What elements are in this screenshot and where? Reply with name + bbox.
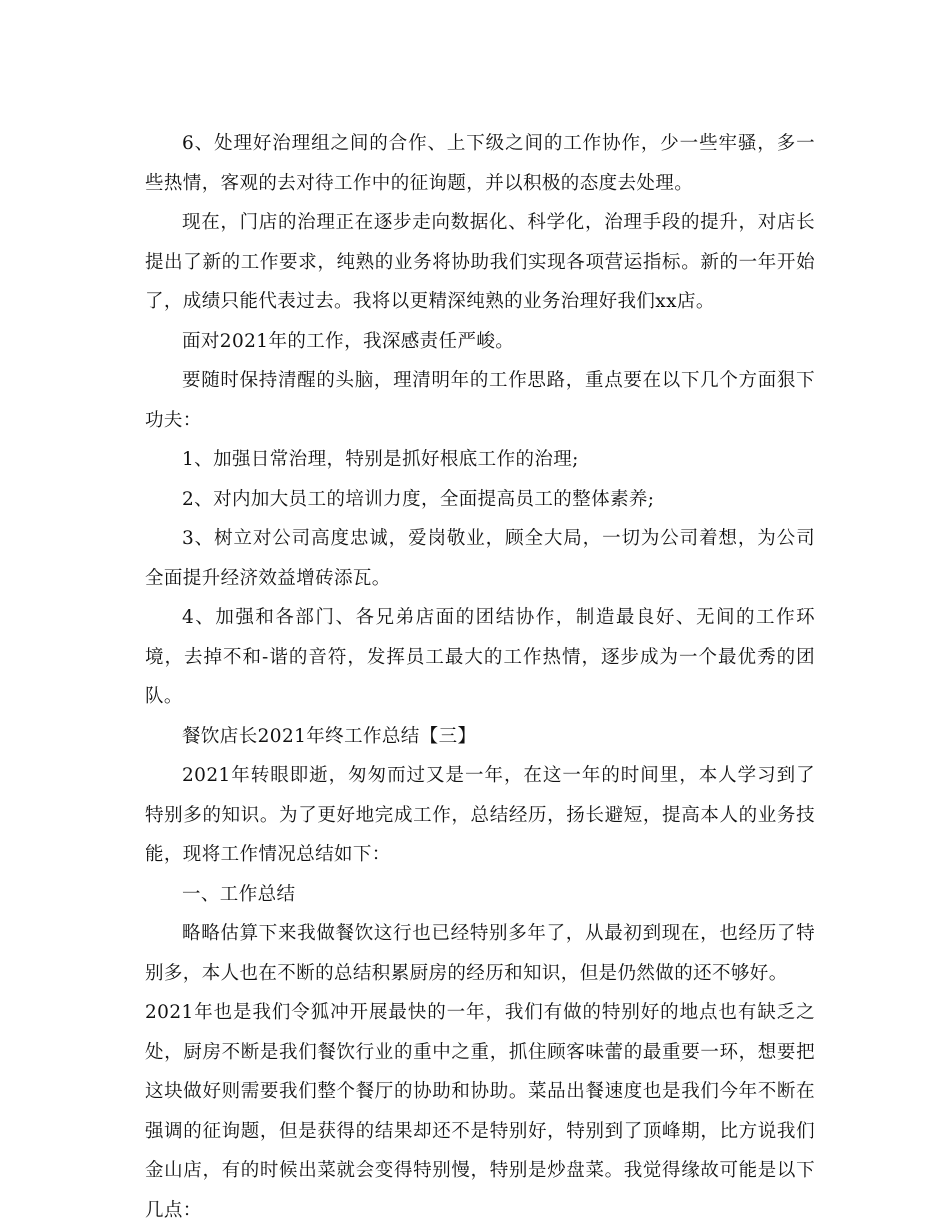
paragraph-intro: 2021年转眼即逝，匆匆而过又是一年，在这一年的时间里，本人学习到了特别多的知识。为了更好地完成工作，总结经历，扬长避短，提高本人的业务技能，现将工作情况总结如下： — [145, 765, 815, 865]
paragraph-kitchen: 2021年也是我们令狐冲开展最快的一年，我们有做的特别好的地点也有缺乏之处，厨房不断是我们餐饮行业的重中之重，抓住顾客味蕾的最重要一环，想要把这块做好则需要我们整个餐厅的协助和协助。菜品出餐速度也是我们今年不断在强调的征询题，但是获得的结果却还不是特别好，特别到了顶峰期，比方说我们金山店，有的时候出菜就会变得特别慢，特别是炒盘菜。我觉得缘故可能是以下几点： — [145, 1002, 815, 1221]
list-item-4: 4、加强和各部门、各兄弟店面的团结协作，制造最良好、无间的工作环境，去掉不和-谐的音符，发挥员工最大的工作热情，逐步成为一个最优秀的团队。 — [145, 607, 815, 707]
section-heading: 餐饮店长2021年终工作总结【三】 — [182, 725, 477, 747]
paragraph-work-focus: 要随时保持清醒的头脑，理清明年的工作思路，重点要在以下几个方面狠下功夫： — [145, 370, 815, 431]
paragraph-responsibility: 面对2021年的工作，我深感责任严峻。 — [182, 330, 515, 352]
paragraph-experience: 略略估算下来我做餐饮这行也已经特别多年了，从最初到现在，也经历了特别多，本人也在不断的总结积累厨房的经历和知识，但是仍然做的还不够好。 — [145, 923, 815, 984]
list-item-2: 2、对内加大员工的培训力度，全面提高员工的整体素养; — [182, 488, 655, 510]
paragraph-item-6: 6、处理好治理组之间的合作、上下级之间的工作协作，少一些牢骚，多一些热情，客观的去对待工作中的征询题，并以积极的态度去处理。 — [145, 133, 815, 194]
list-item-1: 1、加强日常治理，特别是抓好根底工作的治理; — [182, 449, 579, 470]
paragraph-store-management: 现在，门店的治理正在逐步走向数据化、科学化，治理手段的提升，对店长提出了新的工作要求，纯熟的业务将协助我们实现各项营运指标。新的一年开始了，成绩只能代表过去。我将以更精深纯熟的业务治理好我们xx店。 — [145, 212, 815, 312]
list-item-3: 3、树立对公司高度忠诚，爱岗敬业，顾全大局，一切为公司着想，为公司全面提升经济效益增砖添瓦。 — [145, 528, 815, 589]
document-body — [145, 124, 815, 1230]
subsection-heading: 一、工作总结 — [182, 883, 296, 905]
